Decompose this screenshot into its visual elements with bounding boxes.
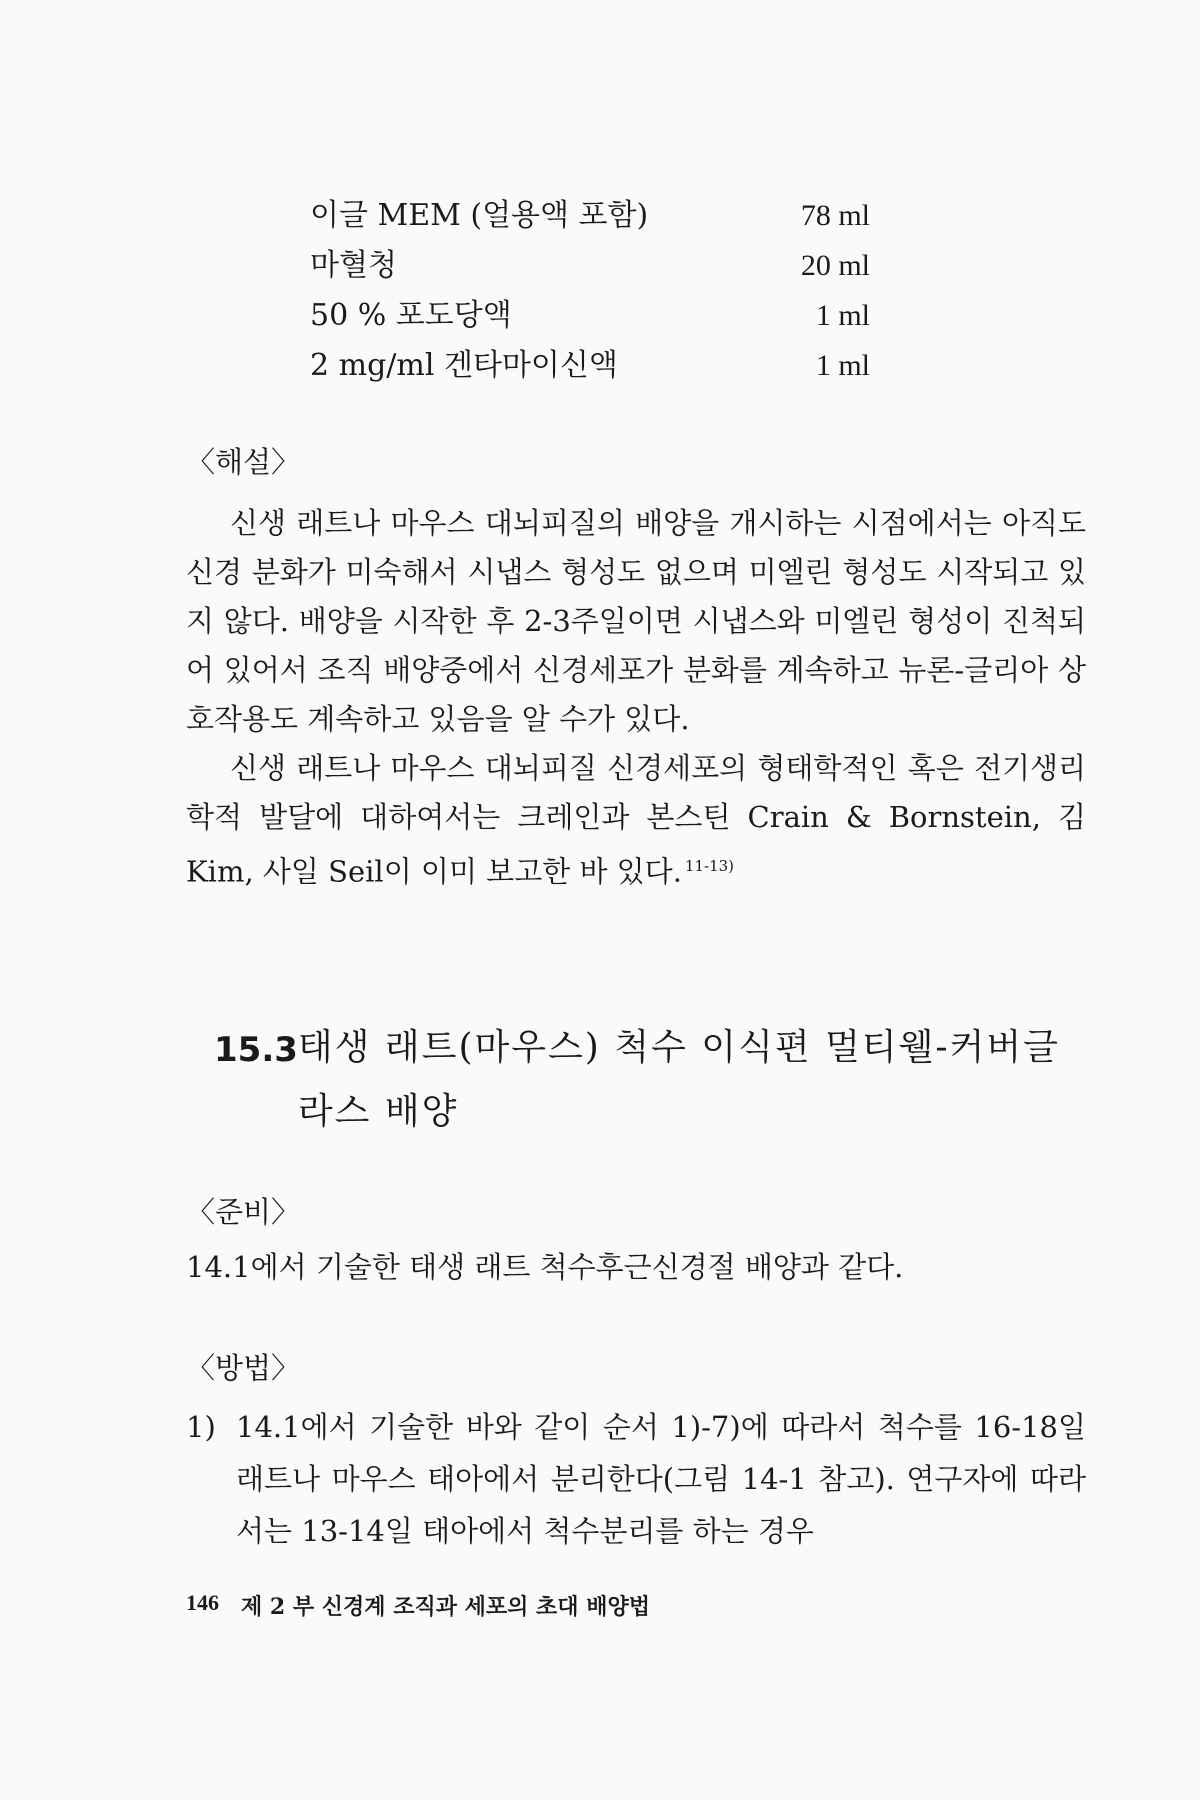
commentary-paragraph-2 — [186, 744, 1086, 897]
method-label: 〈방법〉 — [186, 1351, 301, 1385]
preparation-section — [186, 1190, 1086, 1292]
recipe-row — [310, 240, 870, 290]
recipe-amount: 1 ml — [815, 349, 870, 382]
section-title: 태생 래트(마우스) 척수 이식편 멀티웰-커버글라스 배양 — [297, 1027, 1060, 1132]
section-number: 15.3 — [214, 1030, 298, 1070]
commentary-section — [186, 440, 1086, 897]
commentary-paragraph-2-text: 신생 래트나 마우스 대뇌피질 신경세포의 형태학적인 혹은 전기생리학적 발달에 대하여서는 크레인과 본스틴 Crain & Bornstein, 김 Kim, 사일 Seil이 이미 보고한 바 있다. — [186, 751, 1086, 889]
recipe-amount: 20 ml — [800, 249, 870, 282]
preparation-text: 14.1에서 기술한 태생 래트 척수후근신경절 배양과 같다. — [186, 1250, 904, 1284]
page-number: 146 — [186, 1590, 219, 1615]
recipe-amount: 1 ml — [815, 299, 870, 332]
reference-superscript: 11-13) — [684, 857, 735, 875]
preparation-label: 〈준비〉 — [186, 1195, 301, 1229]
method-step-number: 1) — [186, 1410, 216, 1444]
commentary-label: 〈해설〉 — [186, 445, 301, 479]
section-heading — [214, 1027, 1094, 1144]
commentary-paragraph-1: 신생 래트나 마우스 대뇌피질의 배양을 개시하는 시점에서는 아직도 신경 분화가 미숙해서 시냅스 형성도 없으며 미엘린 형성도 시작되고 있지 않다. 배양을 시작한 후 2-3주일이면 시냅스와 미엘린 형성이 진척되어 있어서 조직 배양중에서 신경세포가 분화를 계속하고 뉴론-글리아 상호작용도 계속하고 있음을 알 수가 있다. — [186, 506, 1086, 736]
method-section — [186, 1346, 1086, 1557]
recipe-ingredient: 마혈청 — [310, 248, 397, 283]
recipe-row — [310, 340, 870, 390]
running-footer: 제 2 부 신경계 조직과 세포의 초대 배양법 — [241, 1594, 650, 1620]
recipe-row — [310, 290, 870, 340]
method-step — [186, 1401, 1086, 1557]
recipe-ingredient: 2 mg/ml 겐타마이신액 — [310, 348, 618, 383]
recipe-amount: 78 ml — [800, 199, 870, 232]
recipe-ingredient: 50 % 포도당액 — [310, 298, 512, 333]
recipe-table — [310, 190, 870, 390]
recipe-row — [310, 190, 870, 240]
method-step-text: 14.1에서 기술한 바와 같이 순서 1)-7)에 따라서 척수를 16-18일 래트나 마우스 태아에서 분리한다(그림 14-1 참고). 연구자에 따라서는 13-14일 태아에서 척수분리를 하는 경우 — [236, 1410, 1086, 1548]
recipe-ingredient: 이글 MEM (얼용액 포함) — [310, 198, 649, 233]
page-footer — [186, 1590, 650, 1621]
